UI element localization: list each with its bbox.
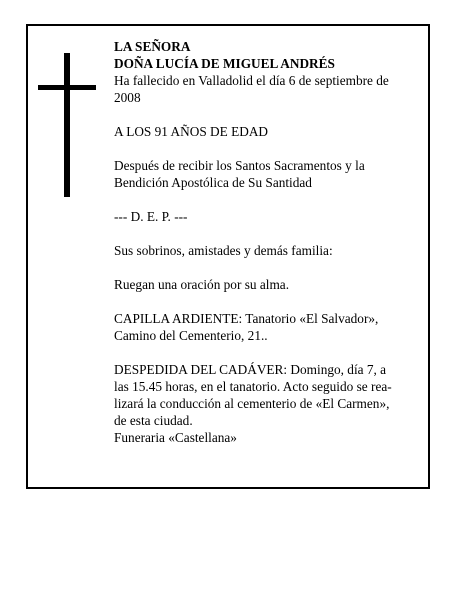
cross-icon [64,53,70,197]
age-line: A LOS 91 AÑOS DE EDAD [114,124,269,139]
sacraments-line: Después de recibir los Santos Sacramentos y la Bendición Apostólica de Su Santidad [114,158,365,190]
chapel-line: CAPILLA ARDIENTE: Tanatorio «El Salvador», Camino del Cementerio, 21.. [114,311,379,343]
funeral-home-line: Funeraria «Castellana» [114,430,237,445]
death-announcement: Ha fallecido en Valladolid el día 6 de septiembre de 2008 [114,73,389,105]
title-line-1: LA SEÑORA [114,39,191,54]
prayer-line: Ruegan una oración por su alma. [114,277,290,292]
farewell-line: DESPEDIDA DEL CADÁVER: Domingo, día 7, a las 15.45 horas, en el tanatorio. Acto seguido se rea-lizará la conducción al cementerio de «El Carmen», de esta ciudad. [114,362,392,428]
cross-icon-bar [38,85,96,90]
obituary-text [114,38,404,446]
family-line: Sus sobrinos, amistades y demás familia: [114,243,333,258]
rip-line: --- D. E. P. --- [114,209,188,224]
title-line-2: DOÑA LUCÍA DE MIGUEL ANDRÉS [114,56,335,71]
